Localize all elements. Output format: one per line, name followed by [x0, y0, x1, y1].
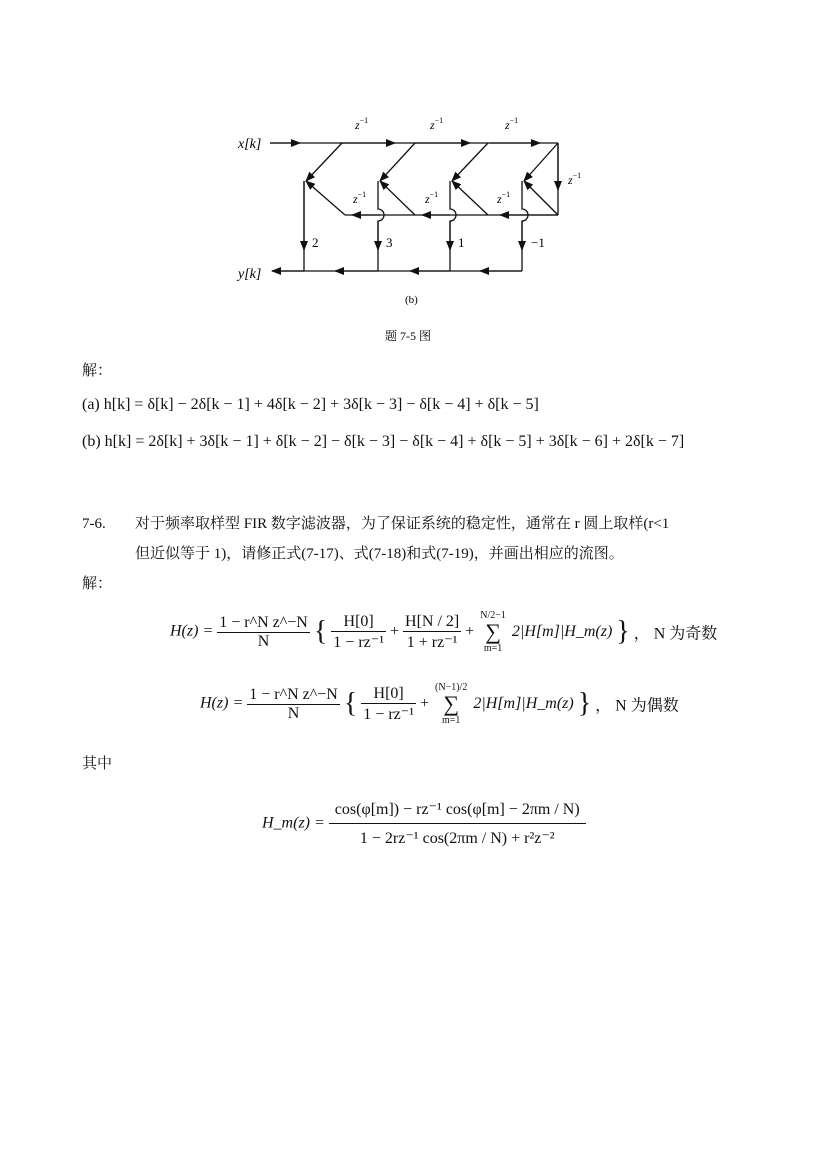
answer-b: (b) h[k] = 2δ[k] + 3δ[k − 1] + δ[k − 2] − δ[k − 3] − δ[k − 4] + δ[k − 5] + 3δ[k − 6] + 2δ[k − 7]	[82, 433, 685, 450]
formula1-t2-den: 1 + rz⁻¹	[406, 633, 458, 651]
delay-label-bottom-3: $z^{-1}$	[497, 190, 511, 206]
formula1-t1-den: 1 − rz⁻¹	[333, 633, 384, 651]
formula1-prefix-den: N	[257, 632, 270, 650]
formula1-prefix-num: 1 − r^N z^−N	[219, 613, 308, 631]
delay-label-bottom-2: $z^{-1}$	[425, 190, 439, 206]
formula1-lhs: H(z) =	[170, 622, 214, 640]
answer-a: (a) h[k] = δ[k] − 2δ[k − 1] + 4δ[k − 2] + 3δ[k − 3] − δ[k − 4] + δ[k − 5]	[82, 396, 539, 413]
formula2-sum-lower: m=1	[441, 715, 461, 726]
formula1-sum-lower: m=1	[483, 643, 503, 654]
formula2-prefix-num: 1 − r^N z^−N	[249, 685, 338, 703]
formula1-t2-num: H[N / 2]	[405, 612, 460, 630]
formula2-prefix-den: N	[287, 704, 300, 722]
formula2-lhs: H(z) =	[200, 694, 244, 712]
solution-header-2: 解：	[82, 576, 113, 592]
figure-caption: 题 7-5 图	[385, 329, 431, 343]
formula-even: H(z) = $\frac{\text{1 − r\textasciicircum{}N z\textasciicircum{}−N}}{N}$ { $\frac{H[0]}{\text{1 − rz⁻¹}}$ + (N−1)/2 ∑ m=1 2|H[m]|H_m(z) } ， N 为偶数	[200, 682, 679, 726]
formula2-sum-upper: (N−1)/2	[435, 682, 468, 693]
coef-label-3: −1	[531, 235, 545, 250]
coef-label-2: 1	[458, 235, 465, 250]
problem-line-2: 但近似等于 1)，请修正式(7-17)、式(7-18)和式(7-19)，并画出相应的流图。	[135, 546, 624, 562]
formula2-t1-num: H[0]	[361, 685, 416, 704]
input-label: x[k]	[238, 137, 262, 152]
formula3-numerator: cos(φ[m]) − rz⁻¹ cos(φ[m] − 2πm / N)	[329, 795, 586, 824]
delay-label-top-2: $z^{-1}$	[430, 116, 444, 132]
formula-odd: H(z) = $\frac{\text{1 − r\textasciicircum{}N z\textasciicircum{}−N}}{N}$ { $\frac{H[0]}{\text{1 − rz⁻¹}}$ + $\frac{H[N / 2]}{\text{1 + rz⁻¹}}$ + N/2−1 ∑ m=1 2|H[m]|H_m(z) } ， N 为奇数	[170, 610, 718, 654]
coef-label-1: 3	[386, 235, 393, 250]
delay-label-right: $z^{-1}$	[568, 171, 582, 187]
figure-sub-label: (b)	[405, 294, 418, 306]
where-label: 其中	[82, 756, 113, 772]
formula1-sum-body: 2|H[m]|H_m(z)	[511, 623, 613, 640]
problem-number: 7-6.	[82, 516, 106, 532]
formula1-t1-num: H[0]	[331, 613, 386, 632]
formula3-lhs: H_m(z) =	[262, 814, 325, 832]
formula2-sum-body: 2|H[m]|H_m(z)	[473, 695, 574, 712]
formula1-condition: ， N 为奇数	[633, 625, 718, 643]
signal-flow-graph	[0, 0, 825, 345]
delay-label-bottom-1: $z^{-1}$	[353, 190, 367, 206]
formula2-condition: ， N 为偶数	[595, 697, 679, 715]
formula1-sum-upper: N/2−1	[480, 610, 506, 621]
problem-line-1: 对于频率取样型 FIR 数字滤波器，为了保证系统的稳定性，通常在 r 圆上取样(r<1	[135, 516, 670, 532]
delay-label-top-1: $z^{-1}$	[355, 116, 369, 132]
output-label: y[k]	[238, 267, 262, 282]
delay-labels	[352, 116, 581, 206]
formula-hm	[262, 795, 586, 852]
solution-header: 解：	[82, 363, 113, 379]
delay-label-top-3: $z^{-1}$	[505, 116, 519, 132]
formula2-t1-den: 1 − rz⁻¹	[363, 705, 414, 723]
coef-label-0: 2	[312, 235, 319, 250]
formula3-denominator: 1 − 2rz⁻¹ cos(2πm / N) + r²z⁻²	[359, 830, 555, 847]
